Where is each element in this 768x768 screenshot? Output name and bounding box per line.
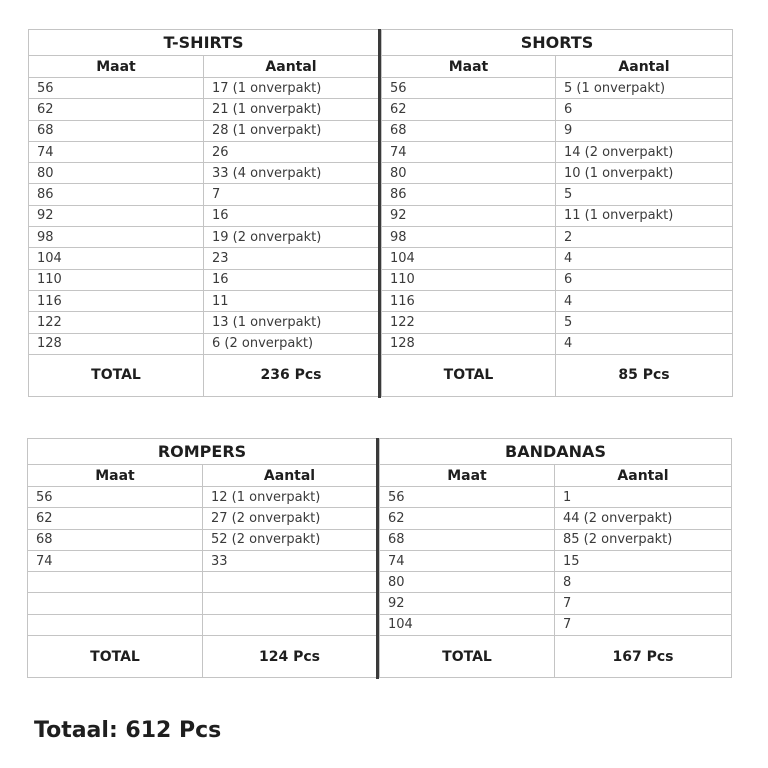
- table-row: [28, 487, 377, 508]
- size-cell: 68: [382, 120, 556, 141]
- quantity-cell: [203, 593, 377, 614]
- tshirts-title: T-SHIRTS: [29, 30, 379, 56]
- size-cell: 98: [29, 227, 204, 248]
- table-row: [29, 184, 379, 205]
- quantity-cell: [203, 572, 377, 593]
- shorts-total-value: 85 Pcs: [556, 354, 733, 396]
- shorts-table: [381, 29, 733, 397]
- rompers-table: [27, 438, 377, 678]
- size-cell: 56: [380, 487, 555, 508]
- quantity-cell: 10 (1 onverpakt): [556, 163, 733, 184]
- table-row: [29, 312, 379, 333]
- bandanas-col-aantal: Aantal: [555, 465, 732, 487]
- bandanas-total-value: 167 Pcs: [555, 636, 732, 678]
- table-row: [382, 99, 733, 120]
- shorts-rows: [382, 78, 733, 355]
- table-row: [29, 269, 379, 290]
- quantity-cell: 33: [203, 550, 377, 571]
- size-cell: 68: [28, 529, 203, 550]
- table-row: [29, 290, 379, 311]
- size-cell: 68: [380, 529, 555, 550]
- tshirts-total-value: 236 Pcs: [204, 354, 379, 396]
- table-row: [382, 184, 733, 205]
- table-row: [29, 163, 379, 184]
- quantity-cell: 27 (2 onverpakt): [203, 508, 377, 529]
- quantity-cell: 5: [556, 312, 733, 333]
- quantity-cell: 5: [556, 184, 733, 205]
- size-cell: 62: [29, 99, 204, 120]
- size-cell: 128: [29, 333, 204, 354]
- table-row: [382, 248, 733, 269]
- quantity-cell: 17 (1 onverpakt): [204, 78, 379, 99]
- table-row: [382, 78, 733, 99]
- quantity-cell: 44 (2 onverpakt): [555, 508, 732, 529]
- rompers-total-label: TOTAL: [28, 636, 203, 678]
- quantity-cell: 26: [204, 141, 379, 162]
- bandanas-col-maat: Maat: [380, 465, 555, 487]
- size-cell: [28, 614, 203, 635]
- rompers-title: ROMPERS: [28, 439, 377, 465]
- shorts-title: SHORTS: [382, 30, 733, 56]
- tshirts-total-label: TOTAL: [29, 354, 204, 396]
- size-cell: 80: [380, 572, 555, 593]
- quantity-cell: 9: [556, 120, 733, 141]
- size-cell: 92: [380, 593, 555, 614]
- size-cell: 80: [29, 163, 204, 184]
- size-cell: 56: [29, 78, 204, 99]
- rompers-col-aantal: Aantal: [203, 465, 377, 487]
- quantity-cell: 6: [556, 99, 733, 120]
- table-row: [28, 572, 377, 593]
- table-row: [380, 508, 732, 529]
- table-row: [380, 572, 732, 593]
- quantity-cell: 8: [555, 572, 732, 593]
- rompers-rows: [28, 487, 377, 636]
- tshirts-rows: [29, 78, 379, 355]
- quantity-cell: [203, 614, 377, 635]
- quantity-cell: 1: [555, 487, 732, 508]
- table-row: [29, 99, 379, 120]
- size-cell: 128: [382, 333, 556, 354]
- tshirts-col-aantal: Aantal: [204, 56, 379, 78]
- table-row: [382, 163, 733, 184]
- table-row: [380, 487, 732, 508]
- size-cell: 56: [28, 487, 203, 508]
- quantity-cell: 5 (1 onverpakt): [556, 78, 733, 99]
- size-cell: 62: [28, 508, 203, 529]
- size-cell: 74: [382, 141, 556, 162]
- size-cell: 116: [382, 290, 556, 311]
- table-row: [28, 529, 377, 550]
- table-row: [382, 312, 733, 333]
- table-row: [29, 333, 379, 354]
- table-row: [380, 614, 732, 635]
- quantity-cell: 13 (1 onverpakt): [204, 312, 379, 333]
- size-cell: 86: [29, 184, 204, 205]
- table-row: [382, 120, 733, 141]
- tshirts-col-maat: Maat: [29, 56, 204, 78]
- size-cell: 98: [382, 227, 556, 248]
- quantity-cell: 11: [204, 290, 379, 311]
- size-cell: 74: [380, 550, 555, 571]
- size-cell: 104: [380, 614, 555, 635]
- table-row: [382, 141, 733, 162]
- size-cell: 86: [382, 184, 556, 205]
- rompers-col-maat: Maat: [28, 465, 203, 487]
- size-cell: 74: [29, 141, 204, 162]
- table-row: [29, 248, 379, 269]
- size-cell: 62: [380, 508, 555, 529]
- size-cell: 68: [29, 120, 204, 141]
- table-row: [28, 550, 377, 571]
- size-cell: 92: [382, 205, 556, 226]
- quantity-cell: 85 (2 onverpakt): [555, 529, 732, 550]
- size-cell: [28, 572, 203, 593]
- shorts-col-aantal: Aantal: [556, 56, 733, 78]
- shorts-col-maat: Maat: [382, 56, 556, 78]
- quantity-cell: 11 (1 onverpakt): [556, 205, 733, 226]
- quantity-cell: 33 (4 onverpakt): [204, 163, 379, 184]
- quantity-cell: 14 (2 onverpakt): [556, 141, 733, 162]
- table-row: [29, 141, 379, 162]
- quantity-cell: 16: [204, 205, 379, 226]
- size-cell: 110: [382, 269, 556, 290]
- bandanas-rows: [380, 487, 732, 636]
- size-cell: [28, 593, 203, 614]
- size-cell: 62: [382, 99, 556, 120]
- quantity-cell: 19 (2 onverpakt): [204, 227, 379, 248]
- table-row: [380, 529, 732, 550]
- size-cell: 122: [29, 312, 204, 333]
- grand-total: Totaal: 612 Pcs: [34, 718, 222, 743]
- table-row: [380, 550, 732, 571]
- quantity-cell: 2: [556, 227, 733, 248]
- quantity-cell: 4: [556, 248, 733, 269]
- quantity-cell: 15: [555, 550, 732, 571]
- quantity-cell: 23: [204, 248, 379, 269]
- table-row: [382, 227, 733, 248]
- table-row: [28, 593, 377, 614]
- table-row: [382, 269, 733, 290]
- quantity-cell: 6: [556, 269, 733, 290]
- quantity-cell: 7: [555, 614, 732, 635]
- size-cell: 122: [382, 312, 556, 333]
- rompers-total-value: 124 Pcs: [203, 636, 377, 678]
- quantity-cell: 12 (1 onverpakt): [203, 487, 377, 508]
- bandanas-title: BANDANAS: [380, 439, 732, 465]
- table-row: [382, 333, 733, 354]
- quantity-cell: 16: [204, 269, 379, 290]
- bandanas-total-label: TOTAL: [380, 636, 555, 678]
- size-cell: 116: [29, 290, 204, 311]
- table-row: [29, 78, 379, 99]
- size-cell: 56: [382, 78, 556, 99]
- table-row: [29, 205, 379, 226]
- quantity-cell: 4: [556, 333, 733, 354]
- bandanas-table: [379, 438, 732, 678]
- size-cell: 104: [382, 248, 556, 269]
- tshirts-table: [28, 29, 379, 397]
- size-cell: 80: [382, 163, 556, 184]
- size-cell: 104: [29, 248, 204, 269]
- table-row: [380, 593, 732, 614]
- table-row: [28, 508, 377, 529]
- table-row: [29, 120, 379, 141]
- table-row: [382, 290, 733, 311]
- size-cell: 74: [28, 550, 203, 571]
- quantity-cell: 4: [556, 290, 733, 311]
- quantity-cell: 7: [555, 593, 732, 614]
- table-row: [382, 205, 733, 226]
- size-cell: 92: [29, 205, 204, 226]
- quantity-cell: 28 (1 onverpakt): [204, 120, 379, 141]
- quantity-cell: 52 (2 onverpakt): [203, 529, 377, 550]
- quantity-cell: 6 (2 onverpakt): [204, 333, 379, 354]
- table-row: [28, 614, 377, 635]
- quantity-cell: 7: [204, 184, 379, 205]
- table-row: [29, 227, 379, 248]
- shorts-total-label: TOTAL: [382, 354, 556, 396]
- size-cell: 110: [29, 269, 204, 290]
- quantity-cell: 21 (1 onverpakt): [204, 99, 379, 120]
